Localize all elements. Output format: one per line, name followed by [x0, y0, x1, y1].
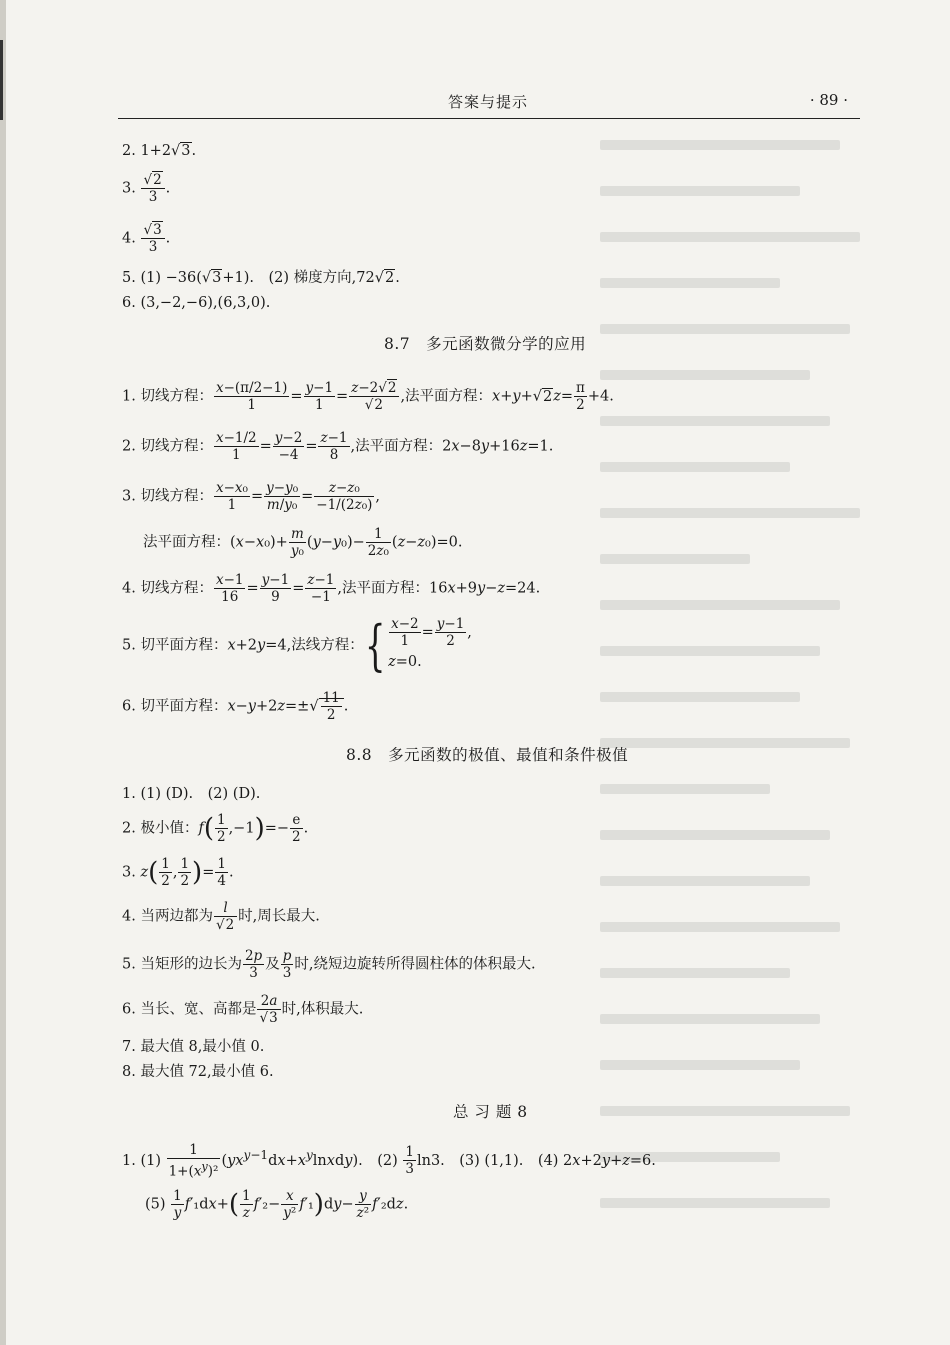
answer-8-8-8: 8. 最大值 72,最小值 6. [122, 1064, 274, 1080]
section-8-7-title: 8.7 多元函数微分学的应用 [384, 335, 587, 353]
answer-text: 时,绕短边旋转所得圆柱体的体积最大. [294, 956, 536, 973]
answer-text: 时,周长最大. [238, 908, 320, 925]
answer-6: 6. (3,−2,−6),(6,3,0). [122, 295, 271, 311]
answer-5-part2: (2) 梯度方向,72 [268, 270, 375, 286]
label: 法平面方程： [355, 438, 443, 455]
binding-mark [0, 40, 3, 120]
review-answer-1: 1. (1) $\frac{1}{1+(x^y)^2}$ $(yx^{y-1}dx+x^ylnxdy)$. (2) $\frac{1}{3}$ ln3. (3) (1,1). (4) 2x+2y+z=6. [122, 1142, 656, 1180]
label: 切线方程： [140, 580, 213, 597]
answer-text: 及 [265, 956, 280, 973]
label: 法平面方程： [341, 580, 429, 597]
answer-text: 时,体积最大. [281, 1001, 364, 1018]
answer-8-7-6: 6. 切平面方程：x−y+2z=±√ $\frac{11}{2}$ . [122, 690, 349, 723]
answer-8-7-3: 3. 切线方程： $\frac{\text{x−x₀}}{1}$ = $\frac{\text{y−y₀}}{\text{m/y₀}}$ = $\frac{\text{z−z₀}}{\text{−1/(2z₀)}}$ , [122, 480, 380, 513]
answer-8-7-1: 1. 切线方程： $\frac{x-(\pi/2-1)}{1}$ = $\frac{y-1}{1}$ = $\frac{z-2√2}{√2}$ ,法平面方程：x+y+√2z= $\frac{\pi}{2}$ +4. [122, 380, 614, 413]
answer-8-8-3: 3. z( $\frac{1}{2}$ , $\frac{1}{2}$ )= $\frac{1}{4}$ . [122, 856, 234, 889]
answer-8-7-2: 2. 切线方程： $\frac{x-1/2}{1}$ = $\frac{y-2}{-4}$ = $\frac{z-1}{8}$ ,法平面方程：2x−8y+16z=1. [122, 430, 554, 463]
label: 法线方程： [291, 637, 364, 654]
label: 切线方程： [140, 388, 213, 405]
review-section-title: 总 习 题 8 [453, 1103, 528, 1121]
answer-8-8-7: 7. 最大值 8,最小值 0. [122, 1039, 265, 1055]
label: 切线方程： [140, 438, 213, 455]
page-number: · 89 · [809, 91, 848, 109]
label: 切平面方程： [140, 698, 228, 715]
answer-8-7-4: 4. 切线方程： $\frac{x-1}{16}$ = $\frac{y-1}{9}$ = $\frac{z-1}{-1}$ ,法平面方程：16x+9y−z=24. [122, 572, 541, 605]
answer-4: 4. $\frac{√3}{3}$ . [122, 222, 171, 255]
answer-8-7-5: 5. 切平面方程：x+2y=4,法线方程：{ $\frac{x-2}{1}$ = $\frac{y-1}{2}$ , z=0. [122, 613, 472, 677]
label: 法平面方程： [405, 388, 493, 405]
answer-text: 4. 当两边都为 [122, 908, 213, 925]
answer-8-8-5: 5. 当矩形的边长为 $\frac{2p}{3}$ 及 $\frac{p}{3}$ 时,绕短边旋转所得圆柱体的体积最大. [122, 948, 536, 981]
answer-8-8-4: 4. 当两边都为 $\frac{l}{√2}$ 时,周长最大. [122, 900, 320, 933]
answer-8-8-6: 6. 当长、宽、高都是 $\frac{2a}{√3}$ 时,体积最大. [122, 993, 364, 1026]
answer-3: 3. $\frac{√2}{3}$ . [122, 172, 171, 205]
answer-8-7-3-normal: 法平面方程：(x−x₀)+ $\frac{m}{\text{y₀}}$ (y−y₀)− $\frac{1}{\text{2z₀}}$ (z−z₀)=0. [143, 526, 463, 559]
answer-8-8-1: 1. (1) (D). (2) (D). [122, 786, 261, 802]
answer-8-8-2: 2. 极小值：f( $\frac{1}{2}$ ,−1)=− $\frac{e}{2}$ . [122, 812, 309, 845]
answer-2: 2. 1+2√3. [122, 143, 197, 159]
bleed-through-text [600, 140, 870, 1260]
answer-text: 6. 当长、宽、高都是 [122, 1001, 257, 1018]
label: 法平面方程： [143, 534, 230, 551]
header-title: 答案与提示 [448, 93, 529, 111]
answer-5: 5. (1) −36(√3+1). (2) 梯度方向,72√2. [122, 270, 400, 286]
review-answer-1-5: (5) $\frac{1}{y}$ f′₁dx+( $\frac{1}{z}$ f′₂− $\frac{x}{\text{y²}}$ f′₁)dy− $\frac{y}{\text{z²}}$ f′₂dz. [145, 1188, 409, 1221]
label: 切线方程： [140, 488, 213, 505]
section-8-8-title: 8.8 多元函数的极值、最值和条件极值 [346, 746, 629, 764]
label: 极小值： [140, 820, 199, 837]
label: 切平面方程： [140, 637, 228, 654]
page-edge [0, 0, 6, 1345]
answer-text: 5. 当矩形的边长为 [122, 956, 242, 973]
page-header [118, 88, 860, 119]
